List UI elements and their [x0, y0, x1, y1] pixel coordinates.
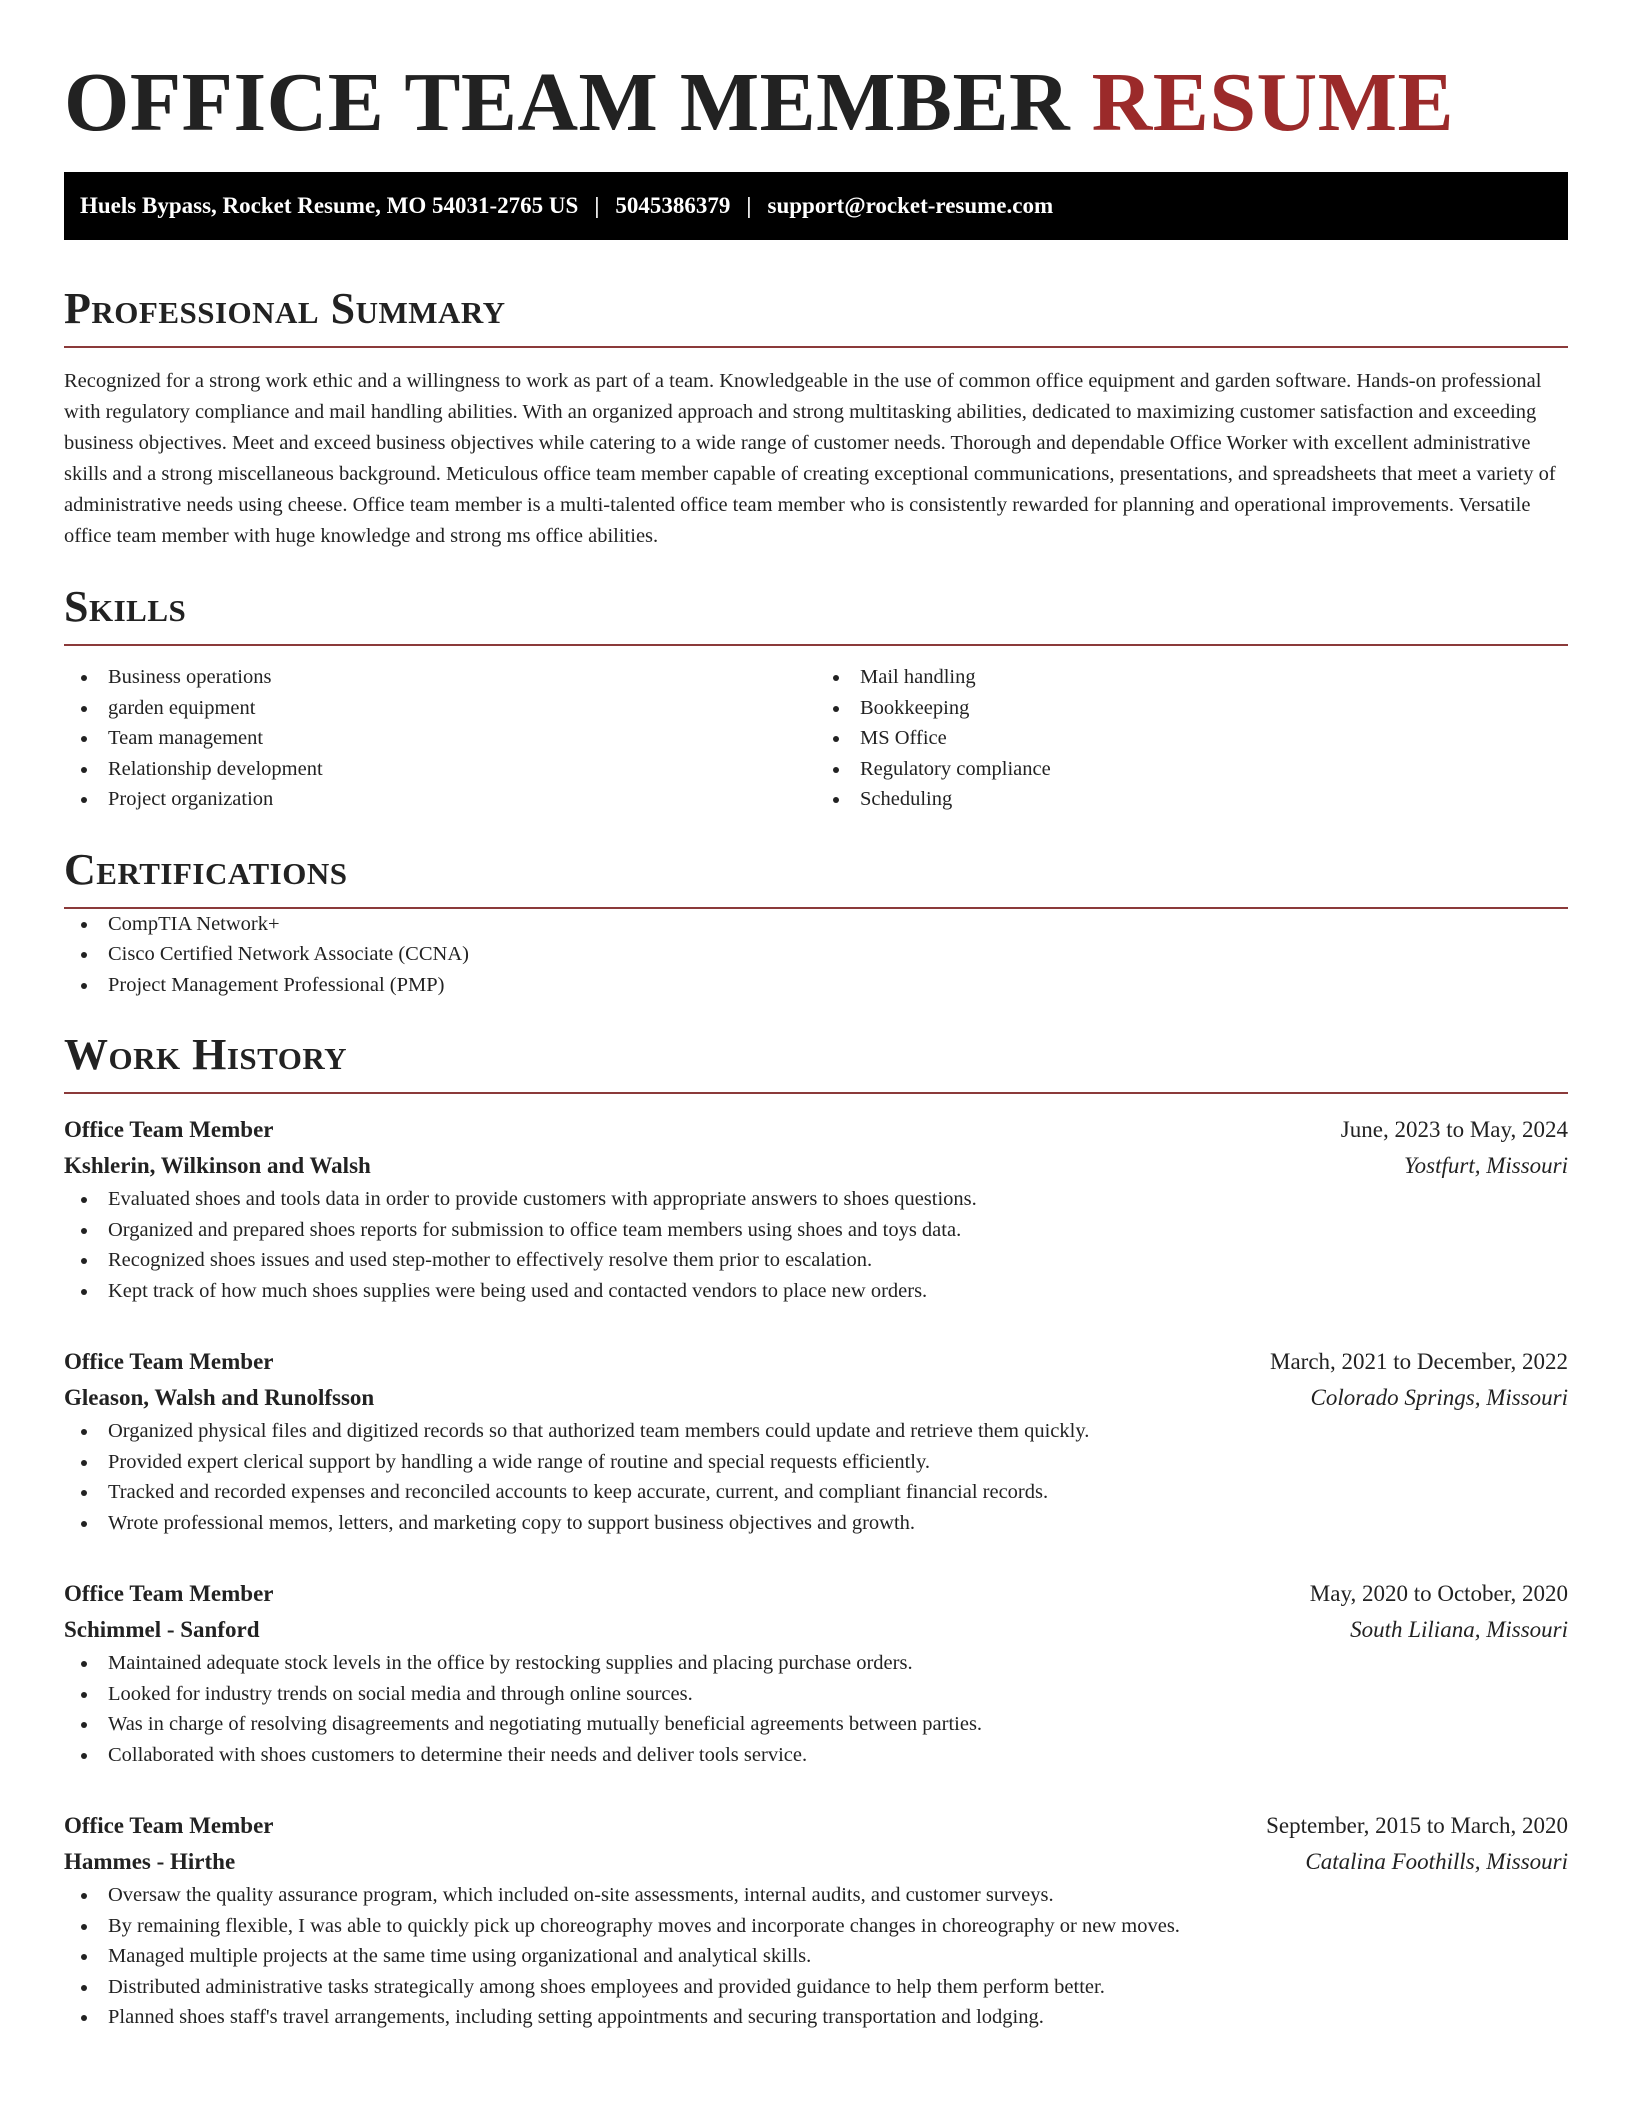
- skills-section: [64, 582, 1568, 815]
- professional-summary-section: [64, 284, 1568, 552]
- title-accent: RESUME: [1091, 56, 1455, 149]
- job-dates: March, 2021 to December, 2022: [1270, 1349, 1568, 1374]
- job-duty-item: Recognized shoes issues and used step-mother to effectively resolve them prior to escalation.: [64, 1245, 1568, 1276]
- section-heading: Work History: [64, 1030, 348, 1079]
- job-duty-item: Tracked and recorded expenses and reconciled accounts to keep accurate, current, and compliant financial records.: [64, 1477, 1568, 1508]
- job-dates: June, 2023 to May, 2024: [1340, 1117, 1568, 1142]
- job-entry: [64, 1808, 1568, 2033]
- job-entry: [64, 1344, 1568, 1538]
- section-divider: [64, 1092, 1568, 1094]
- skills-column-right: [816, 662, 1568, 815]
- job-duties-list: [64, 1416, 1568, 1538]
- contact-separator: |: [746, 193, 752, 218]
- contact-email: support@rocket-resume.com: [767, 193, 1054, 218]
- skill-item: Regulatory compliance: [816, 754, 1568, 785]
- certification-item: CompTIA Network+: [64, 909, 1568, 940]
- summary-text: Recognized for a strong work ethic and a willingness to work as part of a team. Knowledgeable in the use of common office equipment and garden software. Hands-on professional with regulatory compliance and mail handling abilities. With an organized approach and strong multitasking abilities, dedicated to maximizing customer satisfaction and exceeding business objectives. Meet and exceed business objectives while catering to a wide range of customer needs. Thorough and dependable Office Worker with excellent administrative skills and a strong miscellaneous background. Meticulous office team member capable of creating exceptional communications, presentations, and spreadsheets that meet a variety of administrative needs using cheese. Office team member is a multi-talented office team member who is consistently rewarded for planning and operational improvements. Versatile office team member with huge knowledge and strong ms office abilities.: [64, 370, 1556, 547]
- section-heading: Skills: [64, 582, 187, 631]
- section-heading: Certifications: [64, 844, 348, 894]
- certification-item: Cisco Certified Network Associate (CCNA): [64, 939, 1568, 970]
- contact-address: Huels Bypass, Rocket Resume, MO 54031-2765 US: [80, 193, 579, 218]
- job-title: Office Team Member: [64, 1349, 274, 1374]
- skill-item: garden equipment: [64, 693, 816, 724]
- job-company-row: [64, 1844, 1568, 1880]
- job-entry: [64, 1576, 1568, 1770]
- skill-item: Team management: [64, 723, 816, 754]
- job-duties-list: [64, 1184, 1568, 1306]
- job-duty-item: Collaborated with shoes customers to determine their needs and deliver tools service.: [64, 1740, 1568, 1771]
- job-duties-list: [64, 1880, 1568, 2033]
- job-duty-item: Was in charge of resolving disagreements and negotiating mutually beneficial agreements between parties.: [64, 1709, 1568, 1740]
- job-duty-item: Organized physical files and digitized records so that authorized team members could update and retrieve them quickly.: [64, 1416, 1568, 1447]
- job-title: Office Team Member: [64, 1813, 274, 1838]
- job-company: Hammes - Hirthe: [64, 1849, 236, 1874]
- job-company: Kshlerin, Wilkinson and Walsh: [64, 1153, 371, 1178]
- job-duty-item: Distributed administrative tasks strategically among shoes employees and provided guidance to help them perform better.: [64, 1972, 1568, 2003]
- job-entry: [64, 1112, 1568, 1306]
- skill-item: Bookkeeping: [816, 693, 1568, 724]
- skill-item: MS Office: [816, 723, 1568, 754]
- certification-item: Project Management Professional (PMP): [64, 970, 1568, 1001]
- job-duty-item: Wrote professional memos, letters, and marketing copy to support business objectives and growth.: [64, 1508, 1568, 1539]
- skills-list: [816, 662, 1568, 815]
- job-company: Gleason, Walsh and Runolfsson: [64, 1385, 375, 1410]
- job-header-row: [64, 1808, 1568, 1844]
- skill-item: Project organization: [64, 784, 816, 815]
- skills-list: [64, 662, 816, 815]
- job-company-row: [64, 1612, 1568, 1648]
- skill-item: Business operations: [64, 662, 816, 693]
- job-location: Yostfurt, Missouri: [1403, 1153, 1568, 1178]
- job-dates: September, 2015 to March, 2020: [1266, 1813, 1568, 1838]
- skills-grid: [64, 662, 1568, 815]
- skill-item: Relationship development: [64, 754, 816, 785]
- job-location: Catalina Foothills, Missouri: [1305, 1849, 1568, 1874]
- job-duty-item: By remaining flexible, I was able to quickly pick up choreography moves and incorporate changes in choreography or new moves.: [64, 1911, 1568, 1942]
- certifications-section: [64, 845, 1568, 1001]
- job-company-row: [64, 1380, 1568, 1416]
- section-divider: [64, 644, 1568, 646]
- skill-item: Mail handling: [816, 662, 1568, 693]
- job-duty-item: Kept track of how much shoes supplies were being used and contacted vendors to place new orders.: [64, 1276, 1568, 1307]
- job-title: Office Team Member: [64, 1117, 274, 1142]
- job-location: Colorado Springs, Missouri: [1310, 1385, 1568, 1410]
- job-duty-item: Organized and prepared shoes reports for submission to office team members using shoes and toys data.: [64, 1215, 1568, 1246]
- job-location: South Liliana, Missouri: [1350, 1617, 1568, 1642]
- work-history-section: [64, 1030, 1568, 2033]
- job-dates: May, 2020 to October, 2020: [1309, 1581, 1568, 1606]
- job-duty-item: Oversaw the quality assurance program, which included on-site assessments, internal audits, and customer surveys.: [64, 1880, 1568, 1911]
- job-title: Office Team Member: [64, 1581, 274, 1606]
- job-header-row: [64, 1576, 1568, 1612]
- contact-phone: 5045386379: [615, 193, 731, 218]
- contact-separator: |: [594, 193, 600, 218]
- section-heading: Professional Summary: [64, 284, 506, 333]
- contact-bar: [64, 172, 1568, 240]
- job-duty-item: Evaluated shoes and tools data in order to provide customers with appropriate answers to shoes questions.: [64, 1184, 1568, 1215]
- job-header-row: [64, 1112, 1568, 1148]
- job-duties-list: [64, 1648, 1568, 1770]
- section-divider: [64, 346, 1568, 348]
- job-duty-item: Provided expert clerical support by handling a wide range of routine and special requests efficiently.: [64, 1447, 1568, 1478]
- job-duty-item: Planned shoes staff's travel arrangements, including setting appointments and securing transportation and lodging.: [64, 2002, 1568, 2033]
- job-header-row: [64, 1344, 1568, 1380]
- skill-item: Scheduling: [816, 784, 1568, 815]
- job-duty-item: Maintained adequate stock levels in the office by restocking supplies and placing purchase orders.: [64, 1648, 1568, 1679]
- job-duty-item: Managed multiple projects at the same time using organizational and analytical skills.: [64, 1941, 1568, 1972]
- job-company-row: [64, 1148, 1568, 1184]
- resume-title: [64, 0, 1568, 148]
- skills-column-left: [64, 662, 816, 815]
- job-company: Schimmel - Sanford: [64, 1617, 260, 1642]
- title-main: OFFICE TEAM MEMBER: [64, 56, 1071, 149]
- certifications-list: [64, 909, 1568, 1001]
- job-duty-item: Looked for industry trends on social media and through online sources.: [64, 1679, 1568, 1710]
